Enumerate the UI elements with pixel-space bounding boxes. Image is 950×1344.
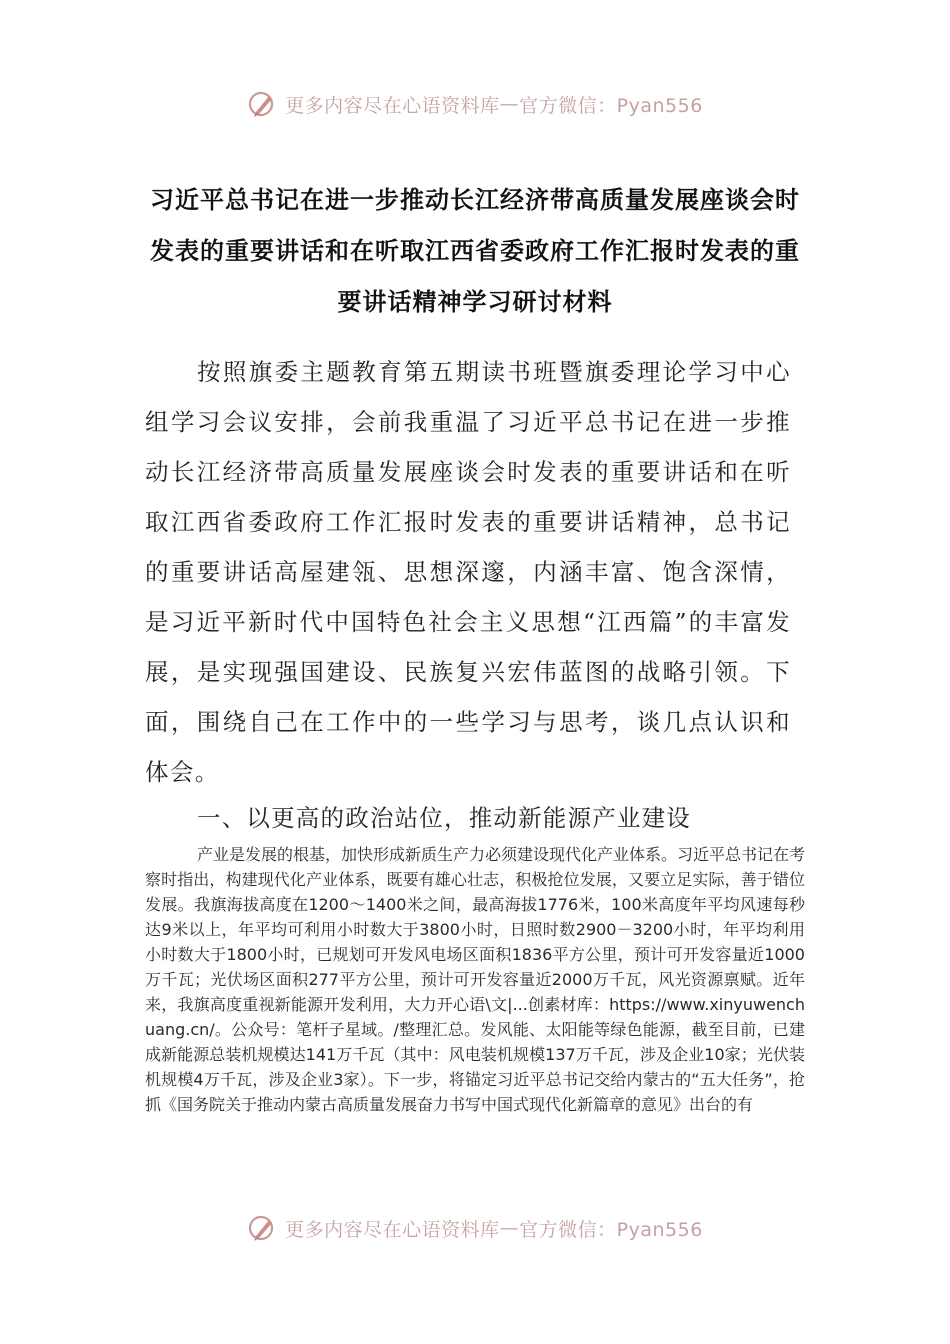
header-watermark xyxy=(0,84,950,124)
pen-nib-icon xyxy=(247,1212,279,1244)
watermark-brand-text: 更多内容尽在心语资料库 xyxy=(285,94,500,117)
watermark-separator: — xyxy=(499,93,520,115)
footer-watermark xyxy=(0,1208,950,1248)
watermark-separator: — xyxy=(499,1217,520,1239)
intro-paragraph: 按照旗委主题教育第五期读书班暨旗委理论学习中心组学习会议安排，会前我重温了习近平总书记在进一步推动长江经济带高质量发展座谈会时发表的重要讲话和在听取江西省委政府工作汇报时发表的重要讲话精神，总书记的重要讲话高屋建瓴、思想深邃，内涵丰富、饱含深情，是习近平新时代中国特色社会主义思想“江西篇”的丰富发展，是实现强国建设、民族复兴宏伟蓝图的战略引领。下面，围绕自己在工作中的一些学习与思考，谈几点认识和体会。 xyxy=(145,358,791,786)
watermark-wechat-text: 官方微信：Pyan556 xyxy=(519,1218,703,1241)
watermark-brand-text: 更多内容尽在心语资料库 xyxy=(285,1218,500,1241)
watermark-wechat-text: 官方微信：Pyan556 xyxy=(519,94,703,117)
document-title: 习近平总书记在进一步推动长江经济带高质量发展座谈会时发表的重要讲话和在听取江西省委政府工作汇报时发表的重要讲话精神学习研讨材料 xyxy=(150,186,800,316)
section-heading-1: 一、以更高的政治站位，推动新能源产业建设 xyxy=(197,804,691,832)
pen-nib-icon xyxy=(247,88,279,120)
body-paragraph: 产业是发展的根基，加快形成新质生产力必须建设现代化产业体系。习近平总书记在考察时指出，构建现代化产业体系，既要有雄心壮志，积极抢位发展，又要立足实际，善于错位发展。我旗海拔高度在1200～1400米之间，最高海拔1776米，100米高度年平均风速每秒达9米以上，年平均可利用小时数大于3800小时，日照时数2900－3200小时，年平均利用小时数大于1800小时，已规划可开发风电场区面积1836平方公里，预计可开发容量近1000万千瓦；光伏场区面积277平方公里，预计可开发容量近2000万千瓦，风光资源禀赋。近年来，我旗高度重视新能源开发利用，大力开心语\文|...创素材库：https://www.xinyuwenchuang.cn/。公众号：笔杆子星域。/整理汇总。发风能、太阳能等绿色能源，截至目前，已建成新能源总装机规模达141万千瓦（其中：风电装机规模137万千瓦，涉及企业10家；光伏装机规模4万千瓦，涉及企业3家）。下一步，将锚定习近平总书记交给内蒙古的“五大任务”，抢抓《国务院关于推动内蒙古高质量发展奋力书写中国式现代化新篇章的意见》出台的有 xyxy=(145,845,806,1114)
